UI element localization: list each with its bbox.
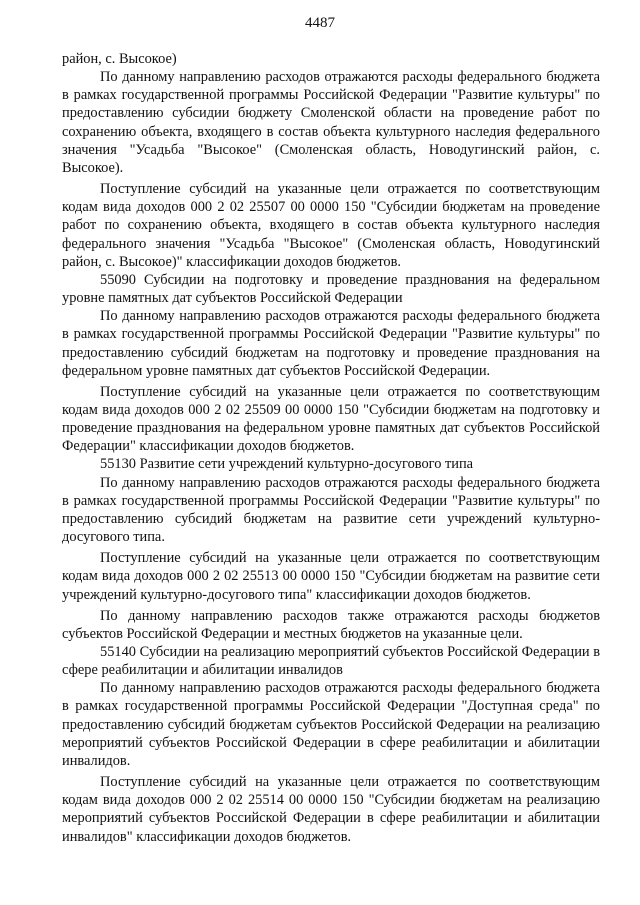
paragraph-continuation: район, с. Высокое) — [62, 51, 177, 67]
paragraph-expenses-55090: По данному направлению расходов отражаются расходы федерального бюджета в рамках государственной программы Российской Федерации "Развитие культуры" по предоставлению субсидий бюджетам на подготовку и проведение празднования на федеральном уровне памятных дат субъектов Российской Федерации. — [62, 308, 600, 379]
section-heading-55090: 55090 Субсидии на подготовку и проведение празднования на федеральном уровне памятных дат субъектов Российской Федерации — [62, 271, 600, 307]
section-heading-55130: 55130 Развитие сети учреждений культурно-досугового типа — [100, 456, 474, 473]
paragraph-expenses-vysokoe: По данному направлению расходов отражаются расходы федерального бюджета в рамках государственной программы Российской Федерации "Развитие культуры" по предоставлению субсидии бюджету Смоленской области на проведение работ по сохранению объекта, входящего в состав объекта культурного наследия федерального значения "Усадьба "Высокое" (Смоленская область, Новодугинский район, с. Высокое). — [62, 69, 600, 176]
paragraph-revenue-25509: Поступление субсидий на указанные цели отражается по соответствующим кодам вида доходов 000 2 02 25509 00 0000 150 "Субсидии бюджетам на подготовку и проведение празднования на федеральном уровне памятных дат субъектов Российской Федерации" классификации доходов бюджетов. — [62, 383, 600, 455]
paragraph-revenue-25513: Поступление субсидий на указанные цели отражается по соответствующим кодам вида доходов 000 2 02 25513 00 0000 150 "Субсидии бюджетам на развитие сети учреждений культурно-досугового типа" классификации доходов бюджетов. — [62, 550, 600, 603]
page-number: 4487 — [305, 15, 335, 31]
paragraph-revenue-25514: Поступление субсидий на указанные цели отражается по соответствующим кодам вида доходов 000 2 02 25514 00 0000 150 "Субсидии бюджетам на реализацию мероприятий субъектов Российской Федерации в сфере реабилитации и абилитации инвалидов" классификации доходов бюджетов. — [62, 774, 600, 845]
document-body — [62, 50, 600, 846]
section-heading-55140: 55140 Субсидии на реализацию мероприятий субъектов Российской Федерации в сфере реабилитации и абилитации инвалидов — [62, 644, 600, 679]
paragraph-revenue-25507: Поступление субсидий на указанные цели отражается по соответствующим кодам вида доходов 000 2 02 25507 00 0000 150 "Субсидии бюджетам на проведение работ по сохранению объекта, входящего в состав объекта культурного наследия федерального значения "Усадьба "Высокое" (Смоленская область, Новодугинский район, с. Высокое)" классификации доходов бюджетов. — [62, 181, 600, 270]
paragraph-expenses-55130: По данному направлению расходов отражаются расходы федерального бюджета в рамках государственной программы Российской Федерации "Развитие культуры" по предоставлению субсидий бюджетам на развитие сети учреждений культурно-досугового типа. — [62, 474, 600, 546]
paragraph-expenses-55140: По данному направлению расходов отражаются расходы федерального бюджета в рамках государственной программы Российской Федерации "Доступная среда" по предоставлению субсидий бюджетам субъектов Российской Федерации на реализацию мероприятий субъектов Российской Федерации в сфере реабилитации и абилитации инвалидов. — [62, 680, 600, 769]
paragraph-regional-budgets: По данному направлению расходов также отражаются расходы бюджетов субъектов Российской Федерации и местных бюджетов на указанные цели. — [62, 607, 600, 642]
